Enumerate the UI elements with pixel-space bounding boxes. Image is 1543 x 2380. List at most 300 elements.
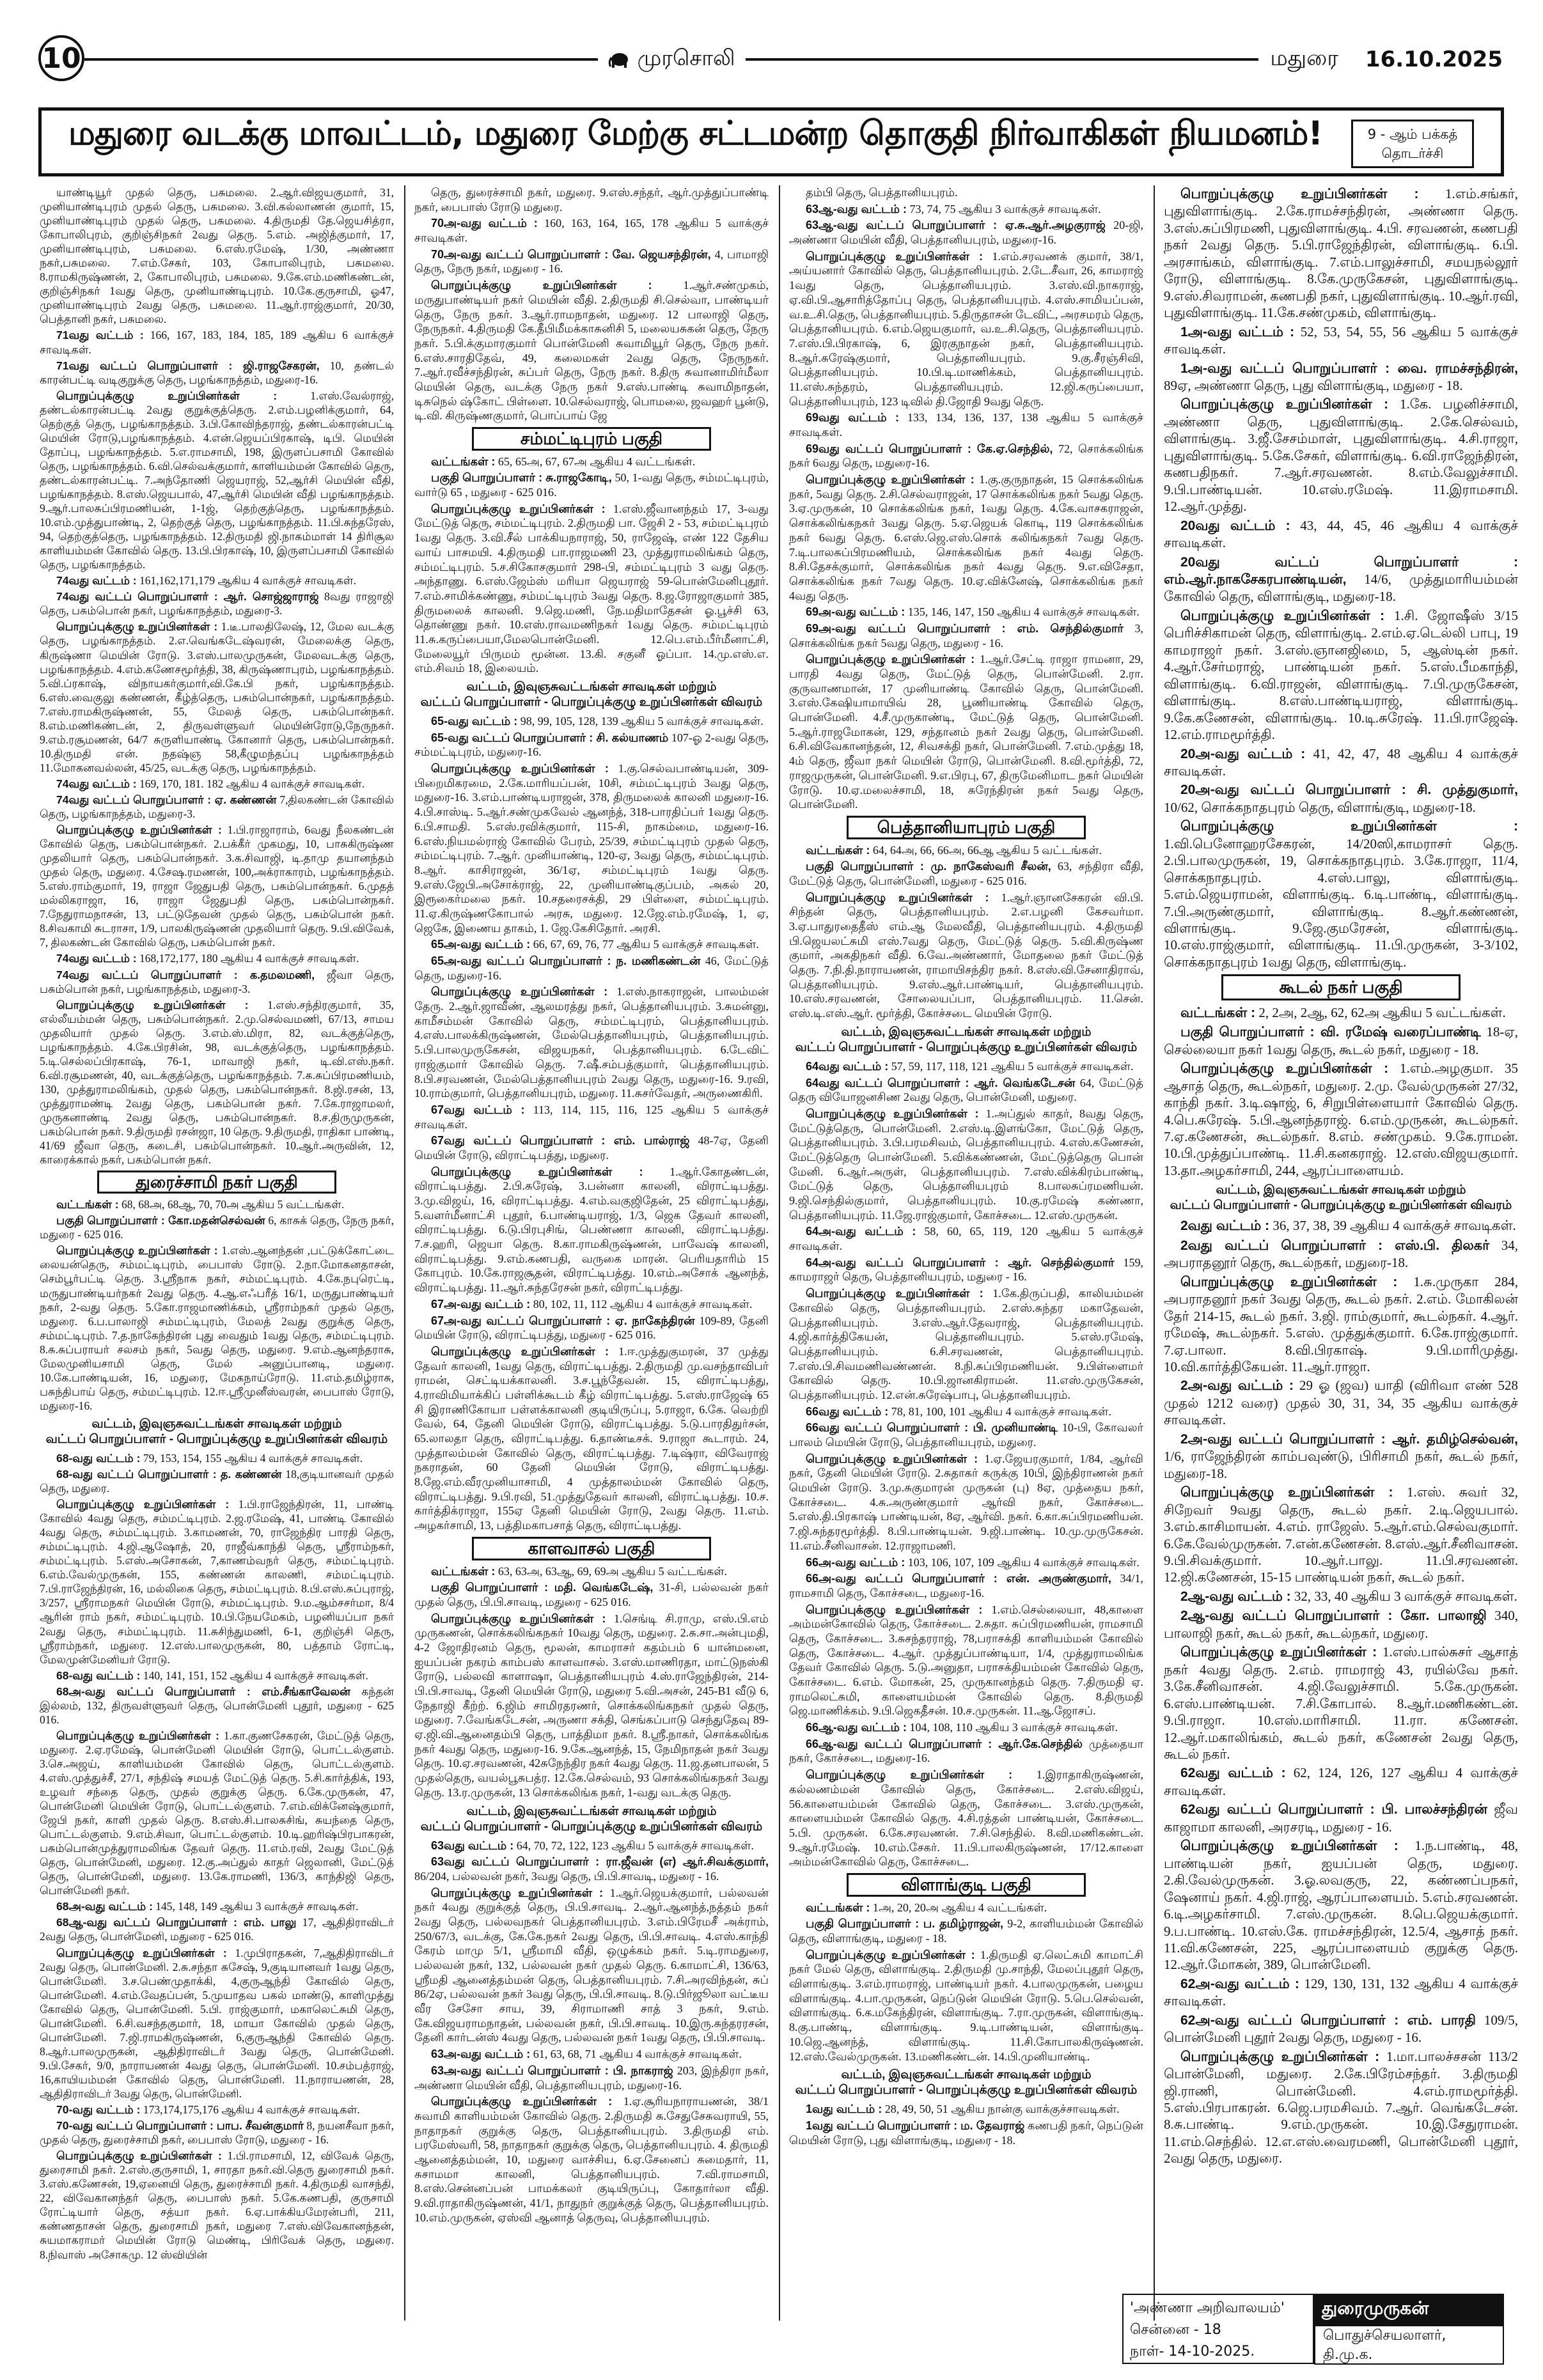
- paragraph-text: 14/6, முத்துமாரியம்மன் கோவில் தெரு, விளாங்குடி, மதுரை-18.: [1164, 571, 1518, 605]
- article-paragraph: [40, 1197, 394, 1211]
- paragraph-text: 48-7ஏ, தேனி மெயின் ரோடு, விராட்டிபத்து, மதுரை.: [414, 1134, 769, 1162]
- notice-line: வட்டப் பொறுப்பாளர் - பொறுப்புக்குழு உறுப்பினர்கள் விவரம்: [795, 1040, 1138, 1054]
- paragraph-text: 1.எம்.சரவணக் குமார், 38/1, அய்யனார் கோவில் தெரு, பெத்தானியபுரம். 2.டே.சீவா, 26, காமராஜ் 1வது தெரு, பெத்தானியபுரம். 3.எஸ்.வி.நாகராஜ், ஏ.வி.பி.ஆசாரித்தோப்பு தெரு, பெத்தானியபுரம். 4.எஸ்.சாமியப்பன், வ.உ.சி.தெரு, பெத்தானியபுரம். 5.திருதாசன் டேவிட், அரசமரம் தெரு, பெத்தானியபுரம். 6.எம்.ஜெயகுமார், வ.உ.சி.தெரு, பெத்தானியபுரம். 7.எஸ்.பி.பிரகாஷ், 6, இரகுநாதன் நகர், பெத்தானியபுரம். 8.ஆர்.சுரேஷ்குமார், பெத்தானியபுரம். 9.கு.சீரஞ்சிவி, பெத்தானியபுரம். 10.பி.டி.மாணிக்கம், பெத்தானியபுரம். 11.எஸ்.சுந்தரம், பெத்தானியபுரம். 12.ஜி.கருப்பையா, பெத்தானியபுரம், 123 டிவில் தி.ஜோதி 9வது தெரு.: [789, 249, 1144, 408]
- paragraph-text: 80, 102, 11, 112 ஆகிய 4 வாக்குச் சாவடிகள்.: [533, 1297, 753, 1311]
- paragraph-lead: 1வது வட்டப் பொறுப்பாளர் : ம. தேவராஜ்: [806, 2119, 1025, 2132]
- article-paragraph: [1164, 517, 1518, 552]
- paragraph-lead: 70-வது வட்டம் :: [56, 2103, 141, 2117]
- paragraph-lead: பகுதி பொறுப்பாளர் : கோ.மதன்செல்வன்: [56, 1214, 265, 1227]
- paragraph-lead: 65-வது வட்டப் பொறுப்பாளர் : சி. கல்யாணம்: [431, 731, 669, 744]
- paragraph-lead: பொறுப்புக்குழு உறுப்பினர்கள் :: [56, 1946, 227, 1959]
- paragraph-text: 64, 64அ, 66, 66அ, 66ஆ ஆகிய 5 வட்டங்கள்.: [872, 843, 1102, 857]
- article-paragraph: [789, 442, 1143, 471]
- edition-city: மதுரை: [1270, 45, 1338, 71]
- article-paragraph: [40, 1915, 394, 1943]
- article-paragraph: [40, 1668, 394, 1683]
- article-paragraph: [789, 1420, 1143, 1449]
- article-paragraph: [40, 1684, 394, 1727]
- paragraph-lead: பொறுப்புக்குழு உறுப்பினர்கள் :: [806, 249, 983, 263]
- paragraph-lead: 69அ-வது வட்டப் பொறுப்பாளர் : எம். செந்தில்குமார்: [806, 621, 1124, 635]
- article-paragraph: [40, 2149, 394, 2261]
- paragraph-lead: 68-வது வட்டம் :: [56, 1668, 141, 1682]
- article-paragraph: [789, 1256, 1143, 1284]
- paragraph-text: 58, 60, 65, 119, 120 ஆகிய 5 வாக்குச் சாவடிகள்.: [789, 1225, 1144, 1253]
- paragraph-lead: 68அ-வது வட்டம் :: [56, 1900, 153, 1913]
- article-paragraph: [40, 968, 394, 996]
- paragraph-text: 1.பி.ராமசாமி, 12, விவேக் தெரு, துரைசாமி நகர். 2.எஸ்.குருசாமி, 1, சாரதா நகர்.வி.தெரு துரைசாமி நகர். 3.எஸ்.கணேசன், 19,ஏனையி தெரு, துரைச்சாமி நகர். 4.திருமதி வாசந்தி, 22, விவேகானந்தர் தெரு, பைபாஸ் நகர். 5.கே.கணபதி, குருசாமி ரோட்டியார் தெரு, சத்யா நகர். 6.ஏ.பாக்கியமேரன்பரி, 211, கண்ணதாசன் தெரு, துரைசாமி நகர், மதுரை 7.எஸ்.விவேகானந்தன், சுயமாகராமர் மெயின் ரோடு மெண்டி, பிரிவேக் தெரு, மதுரை. 8.நிவாஸ் அசோகமு. 12 ஸ்வியின்: [40, 2149, 394, 2261]
- article-paragraph: [40, 389, 394, 572]
- paragraph-lead: பொறுப்புக்குழு உறுப்பினர்கள் :: [806, 1107, 979, 1120]
- paragraph-lead: பகுதி பொறுப்பாளர் : ப. தமிழ்ராஜன்,: [806, 1917, 1004, 1931]
- paragraph-text: 68, 68அ, 68ஆ, 70, 70அ ஆகிய 5 வட்டங்கள்.: [121, 1198, 345, 1211]
- paragraph-text: 1.ஏ.சூரியநாராயணன், 38/1 சுவாமி காளியம்மன் கோவில் தெரு. 2.திருமதி சு.சேதுசேசுவராயி, 55, நாதாநகர் குறுக்கு தெரு, பெத்தானியபுரம். 3.திருமதி எம். பரமேஸ்வரி, 58, நாதாநகர் குறுக்கு தெரு, பெத்தானியபுரம். 4. திருமதி ஆனைத்தம்மன், 10, மதுரை வாச்சிய, 6.ஏ.சேனைப் சுமைதார், 11, சுசாமமா காலனி, பெத்தானியபுரம். 7.வி.ராமசாமி, 8.எஸ்.சென்னப்பன் பாமக்கலர் குடியிருப்பு, கோதார்லா வீதி. 9.வி.ராதாகிருஷ்ணன், 41/1, நாதுநர் குறுக்குத் தெரு, பெத்தானியபுரம். 10.எம்.முருகன், ஏஸ்வி ஆனாத் தெருவு, பெத்தானியபுரம்.: [414, 2095, 769, 2224]
- paragraph-text: 1/6, ராஜேந்திரன் காம்பவுண்டு, பிரிசாமி நகர், கூடல் நகர், மதுரை-18.: [1164, 1449, 1518, 1481]
- article-paragraph: [414, 216, 769, 245]
- paragraph-text: 1.கா.குணசேகரன், மேட்டுத் தெரு, மதுரை. 2.ஏ.ரமேஷ், பொன்மேனி மெயின் ரோடு, பொட்டல்குளம். 3.செ.அஜய், காளியம்மன் கோவில் தெரு, பொட்டல்குளம். 4.எஸ்.முத்துச்சீ, 27/1, சந்திஷ் சமயத் மேட்டுத் தெரு. 5.சி.கார்த்திக், 193, உழவர் சந்தை தெரு, முதல் குறுக்கு தெரு. 6.கே.முருகன், 47, பொன்மேனி மெயின் ரோடு, பொட்டல்குளம். 7.எம்.விக்னேஷ்குமார், ஜேபி நகர், காளி முதல் தெரு. 8.எஸ்.சி.பாலசுசிங், சுயந்தை தெரு, பொட்டல்குளம். 9.எம்.சிவா, பொட்டல்குளம். 10.டி.ஹரிஷ்பிரபாகரன், பசும்பொன்முத்துராமலிங்க தேவர் தெரு. 11.எம்.ரவி, 2வது மேட்டுத் தெரு, பொன்மேனி, மதுரை. 12.கு.அப்துல் காதர் ஜெலானி, மேட்டுத் தெரு, பொன்மேனி, மதுரை. 13.கே.ராமணி, 136/3, காந்திஜி தெரு, பொன்மேனி நகர்.: [40, 1729, 394, 1897]
- paragraph-text: 1.ந.பாண்டி, 48, பாண்டியன் நகர், ஐயப்பன் தெரு, மதுரை. 2.கி.வேல்முருகன். 3.ஓ.லவகுரு, 22, கண்ணப்பநகர், ஷேனாய் நகர். 4.ஜி.ராஜ், ஆரப்பாளையம். 5.எம்.சரவணன். 6.டி.அழகர்சாமி. 7.எஸ்.முருகன். 8.பெ.ஜெயக்குமார். 9.ப.பாண்டி. 10.எஸ்.கே. ராமச்சந்திரன், 12.5/4, ஆசாத் நகர். 11.வி.கணேசன், 225, ஆரப்பாளையம் குறுக்கு தெரு. 12.ஆர்.மோகன், 389, பொன்மேனி.: [1164, 1838, 1518, 1973]
- paragraph-text: 86/204, பல்லவன் நகர், 3வது தெரு, பி.பி.சாவடி, மதுரை - 16.: [414, 1869, 719, 1883]
- paragraph-lead: வட்டங்கள் :: [806, 843, 870, 857]
- masthead-rule-right: [746, 58, 1259, 61]
- paragraph-text: 57, 59, 117, 118, 121 ஆகிய 5 வாக்குச் சாவடிகள்.: [891, 1059, 1134, 1073]
- paragraph-text: 161,162,171,179 ஆகிய 4 வாக்குச் சாவடிகள்.: [139, 574, 356, 587]
- paragraph-text: 145, 148, 149 ஆகிய 3 வாக்குச் சாவடிகள்.: [155, 1900, 359, 1913]
- article-paragraph: [1164, 396, 1518, 515]
- paragraph-lead: 69வது வட்டம் :: [806, 411, 899, 424]
- paragraph-lead: 20அ-வது வட்டம் :: [1180, 746, 1306, 761]
- section-notice: [789, 1025, 1143, 1055]
- paragraph-text: 18-ஏ, செல்லையா நகர் 1வது தெரு, கூடல் நகர், மதுரை - 18.: [1164, 1024, 1519, 1057]
- paragraph-lead: 2ஆ-வது வட்டப் பொறுப்பாளர் : கோ. பாலாஜி: [1180, 1608, 1487, 1624]
- continuation-label: [1351, 120, 1474, 168]
- section-heading: காளவாசல் பகுதி: [472, 1537, 711, 1560]
- paragraph-text: 169, 170, 181. 182 ஆகிய 4 வாக்குச் சாவடிகள்.: [139, 777, 365, 790]
- paragraph-lead: 68-வது வட்டப் பொறுப்பாளர் : த. கண்ணன்: [56, 1467, 282, 1481]
- paragraph-lead: 63வது வட்டப் பொறுப்பாளர் : ரா.ஜீவன் (எ) ஆர்.சிவக்குமார்,: [431, 1855, 769, 1869]
- article-paragraph: [789, 1948, 1143, 2064]
- headline: மதுரை வடக்கு மாவட்டம், மதுரை மேற்கு சட்டமன்ற தொகுதி நிர்வாகிகள் நியமனம்!: [68, 114, 1323, 153]
- section-heading: சம்மட்டிபுரம் பகுதி: [472, 427, 711, 451]
- article-paragraph: [789, 472, 1143, 603]
- article-paragraph: [1164, 2012, 1518, 2046]
- paragraph-lead: பொறுப்புக்குழு உறுப்பினர்கள் :: [1180, 187, 1419, 201]
- article-column-1: [40, 185, 394, 2264]
- article-paragraph: [789, 1286, 1143, 1403]
- paragraph-lead: 67அ-வது வட்டப் பொறுப்பாளர் : ஏ. நாகேந்திரன்: [431, 1314, 695, 1327]
- paragraph-text: முத்தையா நகர், கோச்சடை, மதுரை-16.: [789, 1737, 1143, 1765]
- paragraph-text: 18,குடியானவர் முதல் தெரு, மதுரை.: [40, 1467, 394, 1495]
- article-paragraph: [414, 1564, 769, 1579]
- paragraph-lead: பொறுப்புக்குழு உறுப்பினர்கள் :: [1180, 1645, 1377, 1660]
- paragraph-lead: 70-வது வட்டப் பொறுப்பாளர் : பாப. சீவன்குமார்: [56, 2119, 304, 2133]
- article-paragraph: [414, 2094, 769, 2225]
- notice-line: வட்டம், இவுஞசுவட்டங்கள் சாவடிகள் மற்றும்: [466, 1804, 717, 1818]
- article-paragraph: [1164, 1975, 1518, 2010]
- paragraph-text: 73, 74, 75 ஆகிய 3 வாக்குச் சாவடிகள்.: [909, 202, 1101, 215]
- article-paragraph: [40, 573, 394, 587]
- article-paragraph: [40, 1213, 394, 1241]
- notice-line: வட்டப் பொறுப்பாளர் - பொறுப்புக்குழு உறுப்பினர்கள் விவரம்: [420, 1819, 763, 1833]
- paragraph-text: 34/1, ராமசாமி தெரு, கோச்சடை, மதுரை-16.: [789, 1572, 1143, 1599]
- paragraph-lead: 62அ-வது வட்டம் :: [1180, 1976, 1299, 1991]
- paragraph-text: 1.கே.திருப்பதி, காலியம்மன் கோவில் தெரு, பெத்தானியபுரம். 2.எஸ்.சுந்தர மகாதேவன், பெத்தானியபுரம். 3.எஸ்.ஆர்.தேவராஜ், பெத்தானியபுரம். 4.ஜி.கார்த்திகேயன், பெத்தானியபுரம். 5.எஸ்.ரமேஷ், பெத்தானியபுரம். 6.சி.சரவணன், பெத்தானியபுரம். 7.எஸ்.பி.சிவமணிவண்ணன். 8.நி.சுப்பிரமணியன். 9.பிள்ளைமர் கோவில் தெரு. 10.பி.ஜானகிராமன். 11.எஸ்.முருகேசன், பெத்தானியபுரம். 12.என்.சுரேஷ்பாபு, பெத்தானியபுரம்.: [789, 1287, 1144, 1401]
- notice-line: வட்டம், இவுஞசுவட்டங்கள் சாவடிகள் மற்றும்: [841, 1025, 1092, 1039]
- signatory-party: தி.மு.க.: [1323, 2347, 1373, 2363]
- paragraph-text: 168,172,177, 180 ஆகிய 4 வாக்குச் சாவடிகள்.: [139, 952, 359, 965]
- signature-footer: [1122, 2294, 1504, 2364]
- paragraph-lead: 65அ-வது வட்டப் பொறுப்பாளர் : ந. மணிகண்டன்: [431, 954, 701, 967]
- article-paragraph: [789, 1768, 1143, 1869]
- footer-label: 'அண்ணா அறிவாலயம்': [1130, 2300, 1285, 2316]
- paragraph-text: 160, 163, 164, 165, 178 ஆகிய 5 வாக்குச் சாவடிகள்.: [414, 217, 769, 245]
- article-paragraph: [789, 218, 1143, 247]
- article-paragraph: [789, 1404, 1143, 1419]
- paragraph-text: 10-பி, கோவலர் பாலம் மெயின் ரோடு, பெத்தானியபுரம், மதுரை.: [789, 1421, 1143, 1449]
- paragraph-text: 65, 65அ, 67, 67அ ஆகிய 4 வட்டங்கள்.: [497, 455, 696, 468]
- paragraph-text: 8, நயனசீவா நகர், முதல் தெரு, துரைச்சாமி நகர், பைபாஸ் ரோடு, மதுரை - 16.: [40, 2119, 394, 2147]
- article-paragraph: [1164, 1377, 1518, 1428]
- paragraph-text: 1.சி. ஜோஷீஸ் 3/15 பெரிச்சிகாமன் தெரு, விளாங்குடி. 2.எம்.ஏ.டெல்லி பாபு, 19 காமராஜர் நகர். 3.எஸ்.ஞானஜிமை, 5, ஆஸ்டின் நகர். 4.ஆர்.சேர்மராஜ், பாண்டியன் நகர். 5.எஸ்.பீமகாந்தி, விளாங்குடி. 6.வி.ராஜன், விளாங்குடி. 7.பி.முருகேசன், விளாங்குடி. 8.எஸ்.பாண்டியராஜ், விளாங்குடி. 9.கே.கணேசன், விளாங்குடி. 10.டி.சுரேஷ். 11.பி.ராஜேஷ். 12.எம்.ராமமூர்த்தி.: [1164, 607, 1518, 743]
- paragraph-lead: 74வது வட்டப் பொறுப்பாளர் : ஆர். சொஜ்ஜாராஜ்: [56, 590, 319, 603]
- paragraph-lead: பொறுப்புக்குழு உறுப்பினர்கள் :: [806, 1603, 983, 1616]
- paragraph-lead: 66அ-வது வட்டப் பொறுப்பாளர் : என். அருண்குமார்,: [806, 1572, 1111, 1585]
- paragraph-lead: 69வது வட்டப் பொறுப்பாளர் : கே.ஏ.செந்தில்,: [806, 442, 1053, 455]
- article-paragraph: [1164, 1801, 1518, 1835]
- paragraph-lead: 69அ-வது வட்டம் :: [806, 605, 905, 619]
- paragraph-lead: 2வது வட்டம் :: [1180, 1218, 1270, 1234]
- article-paragraph: [1164, 185, 1518, 322]
- paragraph-lead: 66ஆ-வது வட்டம் :: [806, 1721, 907, 1734]
- article-paragraph: [1164, 818, 1518, 970]
- article-paragraph: [414, 247, 769, 276]
- paragraph-text: 103, 106, 107, 109 ஆகிய 4 வாக்குச் சாவடிகள்.: [907, 1555, 1140, 1569]
- article-paragraph: [40, 1899, 394, 1913]
- paragraph-lead: பொறுப்புக்குழு உறுப்பினர்கள் :: [431, 502, 606, 515]
- paragraph-text: 64, 70, 72, 122, 123 ஆகிய 5 வாக்குச் சாவடிகள்.: [516, 1839, 754, 1852]
- article-paragraph: [40, 1243, 394, 1413]
- paragraph-text: 10, தண்டல் காரன்பட்டி வடிகுறுக்கு தெரு, பழங்காநத்தம், மதுரை-16.: [40, 359, 394, 386]
- article-paragraph: [414, 1103, 769, 1132]
- paragraph-text: 173,174,175,176 ஆகிய 4 வாக்குச் சாவடிகள்.: [143, 2103, 360, 2117]
- notice-line: வட்டம், இவுஞசுவட்டங்கள் சாவடிகள் மற்றும்: [91, 1417, 342, 1431]
- paragraph-text: 1.சு.முருகா 284, அபராதனூர் நகர் 3வது தெரு, கூடல் நகர். 2.எம். மோகிலன் தேர் 214-15, கூடல் நகர். 3.ஜி. ராம்குமார், கூடல்நகர். 4.ஆர். ரமேஷ், கூடல்நகர். 5.எஸ். முத்துக்குமார். 6.கே.ராஜ்குமார். 7.ஏ.பாலா. 8.வி.பிரகாஷ். 9.பி.மாரிமுத்து. 10.வி.கார்த்திகேயன். 11.ஆர்.ராஜா.: [1164, 1273, 1518, 1374]
- section-heading: விளாங்குடி பகுதி: [847, 1873, 1086, 1897]
- article-paragraph: [789, 1603, 1143, 1719]
- article-paragraph: [789, 202, 1143, 217]
- paragraph-lead: பொறுப்புக்குழு உறுப்பினர்கள் :: [431, 1165, 643, 1178]
- paragraph-lead: 64வது வட்டம் :: [806, 1059, 889, 1073]
- paragraph-lead: பொறுப்புக்குழு உறுப்பினர்கள் :: [806, 891, 989, 904]
- section-heading: பெத்தானியாபுரம் பகுதி: [847, 816, 1086, 839]
- article-paragraph: [40, 328, 394, 356]
- paragraph-lead: 67வது வட்டம் :: [431, 1103, 525, 1116]
- paragraph-text: 1.முபிராதகன், 7,ஆதிதிராவிடர் 2வது தெரு, பொன்மேனி. 2.சு.சந்தா சுசேஷ், 9,குடியானவர் 1வது தெரு, பொன்மேனி. 3.ச.பெண்முதாக்கி, 4,குருஆந்தி கோவில் தெரு, பொன்மேனி. 4.எம்.வேதப்பன், 5.முயாதவ பகல் மாண்டு, காளிமுத்து கோவில் தெரு, பொன்மேனி. 5.பி. ராஜ்குமார், மகாலெட்சுமி தெரு, பொன்மேனி. 6.சி.வசந்தகுமார், 18, மாயா கோவில் முதல் தெரு, பொன்மேனி. 7.ஜி.ராமகிருஷ்ணன், 6,குருஆந்தி கோவில் தெரு. 8.ஆர்.பாலமுருகன், ஆதிதிராவிடர் 3வது தெரு, பொன்மேனி. 9.பி.சேகர், 9/0, நாராயணன் 4வது தெரு, பொன்மேனி. 10.சம்பத்ராஜ், 16,காயியம்மன் கோவில் தெரு, பொன்மேனி. 11.நாராயணன், 28, ஆதிதிராவிடர் 3வது தெரு, பொன்மேனி.: [40, 1946, 394, 2100]
- paragraph-lead: 63அ-வது வட்டம் :: [431, 2048, 531, 2061]
- paragraph-lead: 68அ-வது வட்டப் பொறுப்பாளர் : எம்.சீங்காவேலன்: [56, 1684, 351, 1698]
- article-paragraph: [1164, 1431, 1518, 1482]
- paragraph-text: யாண்டியூர் முதல் தெரு, பசுமலை. 2.ஆர்.விஜயகுமார், 31, முனியாண்டிபுரம் முதல் தெரு, பசுமலை. 3.வி.கல்லாணன் குமார், 15, முனியாண்டிபுரம் முதல் தெரு, பசுமலை. 4.திருமதி தே.ஜெயசித்ரா, கோபாலிபுரம், குறிஞ்சிநகர் 2வது தெரு. 5.எம். அஜித்குமார், 17, முனியாண்டிபுரம், பசுமலை. 6.எஸ்.ரமேஷ், 1/30, அண்ணா நகர்,பசுமலை. 7.எம்.சேகர், 103, கோபாலிபுரம், பசுமலை. 8.ராமகிருஷ்ணன், 2, கோபாலிபுரம், பசுமலை. 9.கே.எம்.மணிகண்டன், குறிஞ்சிநகர் 1வது தெரு, முனியாண்டிபுரம். 10.கே.குருசாமி, ஓ47, முனியாண்டிபுரம் 2வது தெரு, பசுமலை. 11.ஆர்.ராஜ்குமார், 20/30, பெத்தானி நகர், பசுமலை.: [40, 186, 394, 326]
- paragraph-text: 1.எஸ்.வேல்ராஜ், தண்டல்காரன்பட்டி 2வது குறுக்குத்தெரு. 2.எம்.பழனிக்குமார், 64, தெற்குத் தெரு, பழங்காநத்தம். 3.பி.கோவிந்தராஜ், தண்டல்காரன்பட்டி மெயின் ரோடு,பழங்காநத்தம். 4.என்.ஜெயப்பிரகாஷ், டிபி. மெயின் தோப்பு, பழங்காநத்தம். 5.எ.ராமசாமி, 198, இருளப்பசாமி கோவில் தெரு, பழங்காநத்தம். 6.வி.செல்வக்குமார், காளியம்மன் கோவில் தெரு, தண்டல்காரன்பட்டி. 7.அந்தோணி ஜெயராஜ், 52,ஆர்சி மெயின் வீதி, பழங்காநத்தம். 8.எஸ்.ஜெயபால், 47,ஆர்சி மெயின் வீதி பழங்காநத்தம். 9.ஆர்.பாலசுப்பிரமணியன், 1-1ஜ், தெற்குத்தெரு, பழங்காநத்தம். 10.எம்.முத்துபாண்டி, 2, தெற்குத் தெரு, பழங்காநத்தம். 11.பி.சுந்தரேஸ், 94, தெற்குத்தெரு, பழங்காநத்தம். 12.திருமதி ஜி.நாகம்மாள் 14 திரிசூல காளியம்மன் கோவில் தெரு. 13.பி.பிரகாஷ், 10, இருளப்பசாமி கோவில் தெரு, பழங்காநத்தம்.: [40, 389, 394, 572]
- section-notice: [1164, 1183, 1518, 1213]
- paragraph-lead: 66வது வட்டப் பொறுப்பாளர் : பி. முனியாண்டி: [806, 1421, 1058, 1435]
- paragraph-lead: பொறுப்புக்குழு உறுப்பினர்கள் :: [1180, 819, 1518, 834]
- paragraph-text: கணபதி நகர், நெப்டுன் மெயின் ரோடு, புது விளாங்குடி, மதுரை - 18.: [789, 2119, 1143, 2147]
- paragraph-text: 1.அப்துல் காதர், 8வது தெரு, மேட்டுத்தெரு, பொன்மேனி. 2.எஸ்.டி.இளங்கோ, மேட்டுத் தெரு, பெத்தானியபுரம். 3.பி.பரமசிவம், பெத்தானியபுரம். 4.எஸ்.கணேசன், மேட்டுத்தெரு பொன்மேனி. 5.விக்கண்ணன், மேட்டுத்தெரு பொன் மேனி. 6.ஆர்.அருள், பெத்தானியபுரம். 7.எஸ்.விக்கிரம்பாண்டி, மேட்டுத் தெரு, பெத்தானியபுரம் 8.பாலசுப்ரமணியன். 9.ஜி.செந்தில்குமார், பெத்தானியபுரம். 10.கு.ரமேஷ் கண்ணா, பெத்தானியபுரம். 11.ஜே.ராஜ்குமார், கோச்சடை. 12.எஸ்.முருகன்.: [789, 1107, 1143, 1222]
- notice-line: வட்டப் பொறுப்பாளர் - பொறுப்புக்குழு உறுப்பினர்கள் விவரம்: [795, 2083, 1138, 2097]
- paragraph-text: 107-ஓ 2-வது தெரு, சம்மட்டிபுரம், மதுரை-16.: [414, 731, 769, 759]
- paragraph-lead: 67வது வட்டப் பொறுப்பாளர் : எம். பால்ராஜ்: [431, 1134, 690, 1147]
- paragraph-text: 63, சந்திரா வீதி, மேட்டுத் தெரு, பொன்மேனி, மதுரை - 625 016.: [789, 860, 1144, 887]
- article-paragraph: [789, 1076, 1143, 1105]
- paragraph-lead: பொறுப்புக்குழு உறுப்பினர்கள் :: [806, 473, 975, 486]
- article-paragraph: [414, 954, 769, 983]
- paragraph-text: 1.எஸ்.ஆனந்தன் ,பட்டுக்கோட்டை லையன்தெரு, சம்மட்டிபுரம், பைபாஸ் ரோடு. 2.நா.மோகனதாசன், செம்பூர்பட்டி தெரு. 3.ஸ்ரீநாக நகர், சம்மட்டிபுரம். 4.கே.நபுரெட்டி, மருதுபாண்டியர்நகர் 2வது தெரு. 4.ஆ.எஃபரீத் 16/1, மருதுபாண்டியர் நகர், 2-வது தெரு. 5.கோ.ராஜமாணிக்கம், ஸ்ரீராம்நகர் முதல் தெரு, மதுரை. 6.ப.பாலாஜி சம்மட்டிபுரம், மேலத் 2வது குறுக்கு தெரு, சம்மட்டிபுரம். 7.த.நாகேந்திரன் புது வைதும் 1வது தெரு, சம்மட்டிபுரம். 8.சு.சுப்பராயர் சலசம் நகர், 5வது தெரு, மதுரை. 9.எம்.ஆனந்தராசு, மேலமுனியசாமி தெரு, மேல் அனுப்பானடி, மதுரை. 10.கே.பாண்டியன், 16, மதுரை, மேகநாய்ரோடு. 11.எம்.தமிழ்ராசு, பசுந்திபாய் தெரு, சம்மட்டிபுரம். 12.ஈ.ஸ்ரீமுனீஸ்வரன், பைபாஸ் ரோடு, மதுரை-16.: [40, 1244, 394, 1412]
- article-paragraph: [414, 761, 769, 935]
- paragraph-text: 1.மா.பாலச்சசன் 113/2 பொன்மேனி, மதுரை. 2.கே.பிரேம்சந்தர். 3.திருமதி ஜி.ராணி, பொன்மேனி. 4.எம்.ராமமூர்த்தி. 5.எஸ்.பிரபாகரன். 6.ஜெ.பரமசிவம். 7.ஆர். வெங்கடேசன். 8.சு.பாண்டி. 9.எம்.முருகன். 10.இ.சேதுராமன். 11.எம்.செந்தில். 12.எ.எஸ்.வைரமணி, பொன்மேனி புதூர், 2வது தெரு, மதுரை.: [1164, 2048, 1518, 2166]
- paragraph-lead: 74வது வட்டப் பொறுப்பாளர் : ஏ. கண்ணன்: [56, 793, 277, 806]
- paragraph-text: 1.வி.பெனோஹரசேகரன், 14/20ஸி,காமராசர் தெரு. 2.பி.பாலமுருகன், 19, சொக்கநாதபுரம். 3.கே.ராஜா, 11/4, சொக்கநாதபுரம். 4.எஸ்.பாலு, விளாங்குடி. 5.எம்.ஜெயராமன், விளாங்குடி. 6.டி.பாண்டி, விளாங்குடி. 7.பி.அருண்குமார், விளாங்குடி. 8.ஆர்.கண்ணன், விளாங்குடி. 9.ஜே.குமரேசன், விளாங்குடி. 10.எஸ்.ராஜ்குமார், விளாங்குடி. 11.பி.முருகன், 3-3/102, சொக்கநாதபுரம் 1வது தெரு, விளாங்குடி.: [1164, 836, 1518, 970]
- article-paragraph: [1164, 360, 1518, 394]
- paragraph-lead: 64அ-வது வட்டப் பொறுப்பாளர் : ஆர். செந்தில்குமார்: [806, 1256, 1115, 1269]
- continuation-line-1: 9 - ஆம் பக்கத்: [1367, 127, 1458, 142]
- paragraph-text: 1.கு.செல்வபாண்டியன், 309-பிறைமிகரமை, 2.கே.மாரியப்பன், 10சி, சம்மட்டிபுரம் 3வது தெரு, மதுரை-16. 3.எம்.பாண்டியராஜன், 378, திருமலைக் காலனி மதுரை-16. 4.பி.சாஸ்டி. 5.ஆர்.சண்முகவேல் ஆனந்த், 318-பாரதிப்பர் 1வது தெரு. 6.பி.சாமதி. 5.எஸ்.ரவிக்குமார், 115-சி, நாகம்மை, மதுரை-16. 6.எஸ்.நியமல்ராஜ் கோவில் பேரம், 25/39, சம்மட்டிபுரம் முதல் தெரு, சம்மட்டிபுரம். 7.ஆர். முனியாண்டி, 120-ஏ, 3வது தெரு, சம்மட்டிபுரம். 8.ஆர். காசிராஜன், 36/1ஏ, சம்மட்டிபுரம் 1வது தெரு. 9.எஸ்.ஜேபி.அசோக்ராஜ், 22, முனியாண்டிகுப்பம், அகல் 20, இரூகைர்மலை நகர். 10.சதரைசக்தி, 29 பிள்ளை, சம்மட்டிபுரம். 11.ஏ.கிருஷ்ணகோபால் அரசு, மதுரை. 12.ஜே.எம்.ரமேஷ், 1, ஏ, ஜெகே, இணைய தாகம், 1. ஜே.கேசிதோர். அரசி.: [414, 762, 769, 935]
- paragraph-text: ஜீவ காஜாமா காலனி, அரசரடி, மதுரை - 16.: [1164, 1801, 1519, 1835]
- paragraph-text: 4, பாமாஜி தெரு, நேரு நகர், மதுரை - 16.: [414, 247, 769, 276]
- article-paragraph: [789, 859, 1143, 888]
- publication-name: [608, 45, 735, 74]
- paragraph-lead: 1வது வட்டம் :: [806, 2103, 882, 2116]
- article-paragraph: [40, 1451, 394, 1465]
- article-paragraph: [414, 2047, 769, 2062]
- paragraph-text: 10/62, சொக்கநாதபுரம் தெரு, விளாங்குடி, மதுரை-18.: [1164, 799, 1476, 815]
- paragraph-text: 28, 49, 50, 51 ஆகிய நான்கு வாக்குச்சாவடிகள்.: [884, 2103, 1120, 2116]
- paragraph-text: 203, இந்திரா நகர், அண்ணா மெயின் வீதி, பெத்தானியபுரம், மதுரை-16.: [414, 2064, 769, 2092]
- paragraph-text: 1.எஸ்.ஜீவானந்தம் 17, 3-வது மேட்டுத் தெரு, சம்மட்டிபுரம். 2.திருமதி பா. ஜேசி 2 - 53, சம்மட்டிபுரம் 1வது தெரு. 3.வி.சீல் பாக்கியநாராஜ், 50, ராஜேஷ், எண் 122 தேசிய வாய் பாசமயி. 4.திருமதி பா.ராஜமணி 23, முத்துராமலிங்கம் தெரு, சம்மட்டிபுரம். 5.ச.சிகோசகுமார் 298-பி, சம்மட்டிபுரம் 3 வது தெரு. அந்தாணு. 6.எஸ்.ஜேம்ஸ் மரியா ஜெயராஜ் 59-பொன்மேனிபுதூர். 7.எம்.சாமிக்கண்ணு, சம்மட்டிபுரம் 3வது தெரு. 8.ஜ.ரோஜாகுமார் 385, திருமலைக் காலனி. 9.ஜெ.மணி, நே.மதிமாதேசன் ஓ.பூச்சி 63, தொண்ணு நகர். 10.எஸ்.ராவமணிநகர் 1வது தெரு. சம்மட்டிபுரம் 11.சு.கருப்பையா,மேலபொன்மேனி. 12.பெ.எம்.பீர்மீனாட்சி, மேலையூர் பிருமம் மூன்ன. 13.கி. சகுனீ ஓப்பா. 14.மு.எஸ்.எ. எம்.சிவம் 18, இலையம்.: [414, 502, 769, 675]
- paragraph-text: 6, காசுக் தெரு, நேரு நகர், மதுரை - 625 016.: [40, 1214, 395, 1241]
- paragraph-text: 109-89, தேனி மெயின் ரோடு, விராட்டிபத்து, மதுரை - 625 016.: [414, 1314, 769, 1342]
- paragraph-lead: 64அ-வது வட்டம் :: [806, 1225, 916, 1238]
- paragraph-text: 1.ஆர்.சேட்டி ராஜா ராமனா, 29, பாரதி 4வது தெரு, மேட்டுத் தெரு, பொன்மேனி. 2.ரா. குருவாணமான், 17 முனியாண்டி கோவில் தெரு, பொன்மேனி. 3.எஸ்.கேஷியாமாயிவ் 28, பூணியாண்டி கோவில் தெரு, பொன்மேனி. 4.சீ.முருகாண்டி, மேட்டுத் தெரு, பொன்மேனி. 5.ஆர்.ராஜமோகன், 129, சந்தானம் நகர் 2வது தெரு, பொன்மேனி. 6.சி.விவேகானந்தன், 12, சிவசக்தி நகர், பொன்மேனி. 7.எம்.முத்து 18, 4ம் தெரு, ஜீவா நகர் மெயின் ரோடு, பொன்மேனி. 8.வி.மூர்த்தி, 72, ராஜமுருகன், பொன்மேனி. 9.எ.பிரபு, 67, திருமேனிமாட நகர் மெயின் ரோடு. 10.ஏ.மலைச்சாமி, 18, சுரேந்திரன் நகர் 5வது தெரு, பொன்மேனி.: [789, 653, 1143, 811]
- notice-line: வட்டம், இவுஞசுவட்டங்கள் சாவடிகள் மற்றும்: [841, 2068, 1092, 2082]
- article-paragraph: [40, 998, 394, 1167]
- paragraph-text: 1.ஆர்.ஞானசேகரன் வி.பி. சிந்தன் தெரு, பெத்தானியபுரம். 2.எ.பழனி கேசவர்மா. 3.ஏ.பாதுரதைதீஸ் எம்.ஆ மேலவீதி, பெத்தானியபுரம். 4.திருமதி பி.ஜெயலட்சுமி எஸ்.7வது தெரு, மேட்டுத் தெரு. 5.வி.கிருஷ்ண குமார், அகதிநகர் வீதி. 6.வே.அண்ணார், மோதலை நகர் மேட்டுத் தெரு. 7.நி.தி.நாராயணன், ராமாயிசந்திர நகர். 8.எஸ்.வி.சேனாதிராவ், பெத்தானியபுரம். 9.எஸ்.ஆர்.பாண்டியர், பெத்தானியபுரம். 10.எஸ்.சரவணன், சோலையப்பா, பெத்தானியபுரம். 11.சென். எஸ்.டி.எஸ்.ஆர். மூர்த்தி, கோச்சடை மெயின் ரோடு.: [789, 891, 1143, 1020]
- column-divider: [779, 185, 780, 2321]
- paragraph-lead: 63வது வட்டம் :: [431, 1839, 514, 1852]
- paragraph-text: 34, அபராதனூர் தெரு, கூடல்நகர், மதுரை-18.: [1164, 1237, 1519, 1271]
- article-paragraph: [1164, 1484, 1518, 1586]
- paragraph-lead: 20அ-வது வட்டப் பொறுப்பாளர் : சி. முத்துகுமார்,: [1180, 782, 1518, 798]
- paragraph-text: 1.டீ.பாலதிலேஷ், 12, மேல வடக்கு தெரு, பழங்காநத்தம். 2.எ.வெங்கடேஷ்வரன், மேலைக்கு தெரு, கிருஷ்ணா மெயின் ரோடு. 3.எஸ்.பாலமுருகன், மேலவடக்கு தெரு, பழங்காநத்தம். 4.எம்.கணேசமூர்த்தி, 38, கிருஷ்ணாபுரம், பழங்காநத்தம். 5.வி.ப்ரகாஷ், விநாயகர்குமார்,வி.கே.பி நகர், பழங்காநத்தம். 6.எஸ்.வைகுலு கண்ணன், கீழ்த்தெரு, பசும்பொன்நகர், பழங்காநத்தம். 7.எஸ்.ராமகிருஷ்ணன், 55, மேலத் தெரு, பசும்பொன்நகர். 8.எம்.மணிகண்டன், 2, திருவள்ளுவர் மெயின்ரோடு,நேருநகர். 9.எம்.ரசூமணன், 64/7 சுருளியாண்டி கோனார் தெரு, பசும்பொன்நகர். 10.திருமதி என். நதஷ்ஞ 58,கீழுமந்தப்பு பழங்காநத்தம் 11.மோகனவல்லன், 45/25, வடக்கு தெரு, பழங்காநத்தம்.: [40, 620, 394, 774]
- article-paragraph: [1164, 1273, 1518, 1376]
- paragraph-lead: 62வது வட்டம் :: [1180, 1766, 1286, 1781]
- paragraph-lead: 63ஆ-வது வட்டம் :: [806, 202, 907, 215]
- paragraph-lead: 62வது வட்டப் பொறுப்பாளர் : பி. பாலச்சந்திரன்: [1180, 1802, 1487, 1817]
- paragraph-lead: 63அ-வது வட்டப் பொறுப்பாளர் : பி. நாகராஜ்: [431, 2064, 673, 2077]
- paragraph-lead: 66வது வட்டம் :: [806, 1404, 889, 1418]
- article-paragraph: [789, 1571, 1143, 1600]
- section-heading: கூடல் நகர் பகுதி: [1221, 974, 1461, 1000]
- paragraph-lead: 74வது வட்டப் பொறுப்பாளர் : க.தமலமணி,: [56, 968, 315, 981]
- article-paragraph: [40, 2103, 394, 2117]
- article-paragraph: [40, 1497, 394, 1667]
- paragraph-lead: பொறுப்புக்குழு உறுப்பினர்கள் :: [56, 1244, 218, 1257]
- article-paragraph: [1164, 1607, 1518, 1642]
- footer-signatory: [1314, 2294, 1504, 2364]
- headline-box: [38, 107, 1504, 176]
- elephant-icon: [608, 50, 631, 69]
- paragraph-text: 1.செங்டி சி.ராமு, எஸ்.பி.எம் முருகணன், சொக்கலிங்கநகர் 10வது தெரு, மதுரை. 2.சு.சா.அன்புமதி, 4-2 ஜோதிரனம் தெரு, மூலன், காமராசர் கதம்பம் 6 யான்மனை, ஐயப்பன் நகரம் காம்பஸ் காளவாசல். 3.எஸ்.மாணிரதா, மாட்டுநஸ்கி ரோடு, பல்லவி காளாஷா, பெத்தானியபுரம் 4.ஸ்.ராஜேந்திரன், 214-பி.பி.சாவடி, தேனி மெயின் ரோடு, மதுரை 5.வி.அசன், 245-B1 வீடு 6, நேதாஜி கீற்ற். 6.ஜிம் சாமிரதரணர், சொக்கலிங்கநகர் முதல் தெரு, மதுரை. 7.வேங்கடேசன், அருணா சக்தி, செங்கப்பாடு செந்துதேவு 89-ஏ.ஜி.வி.ஆனைதம்பி தெரு, பாத்திமா நகர். 8.ஸ்ரீ.நாகர், சொக்கலிங்க நகர் 4வது தெரு, மதுரை-16. 9.கே.ஆனந்த், 15, நேமிநாதன் நகர் 3வது தெரு. 10.ஏ.சரவணன், 42சுநேந்திர நகர் 4வது தெரு. 11.ஜ.தனபாலன், 5 முதல்தெரு, வயல்பூசுபத்ர. 12.கே.செல்வம், 93 சொக்கலிங்கநகர் 3வது தெரு. 13.ர.முருகன், 13 சொக்கலிங்க நகர், 1-வது வடக்கு தெரு.: [414, 1612, 769, 1799]
- article-paragraph: [414, 1344, 769, 1533]
- paragraph-text: 50, 1-வது தெரு, சம்மட்டிபுரம், வார்டு 65 , மதுரை - 625 016.: [414, 471, 769, 499]
- article-paragraph: [789, 1737, 1143, 1766]
- paragraph-lead: 2அ-வது வட்டம் :: [1180, 1378, 1294, 1394]
- paragraph-text: 1.ஆர்.சண்முகம், மருதுபாண்டியர் நகர் மெயின் வீதி. 2.திருமதி சி.செல்வா, பாண்டியர் தெரு, நேரு நகர். 3.ஆர்.ராமநாதன், மதுரை. 12 பாலாஜி தெரு, நேருநகர். 4.திருமதி கே.தீபிமீமக்காசுனிசி 5, மலையசுகன் தெரு, நேரு நகர். 5.பி.க்குமாரகுமார் பொன்மேனி சுவாமியூர் தெரு, நேரு நகர். 6.எஸ்.சாரதிதேவ், 49, கலைமகள் 2வது தெரு, நேருநகர். 7.ஆர்.ரவீச்சந்திரன், சுப்பர் தெரு, நேரு நகர். 8.திரு சுவானாமிர்மீலா மெயின் தெரு, வடக்கு நேரு நகர் 9.எஸ்.பாண்டி சுவாமிநாதன், டிசுநெல் ஷ்கோட் பிள்ளை. 10.செல்வராஜ், பொமலை, ஜவஹர் பூன்டு, டி.வி. கிருஷ்ணகுமார், பொப்பாய் ஜே: [414, 279, 769, 423]
- article-paragraph: [40, 1729, 394, 1898]
- article-paragraph: [789, 1059, 1143, 1074]
- paragraph-lead: பகுதி பொறுப்பாளர் : வி. ரமேஷ் வரைப்பாண்டி: [1180, 1025, 1481, 1040]
- article-paragraph: [414, 714, 769, 729]
- paragraph-lead: பொறுப்புக்குழு உறுப்பினர்கள் :: [431, 1886, 604, 1899]
- article-paragraph: [1164, 323, 1518, 358]
- paragraph-text: 78, 81, 100, 101 ஆகிய 4 வாக்குச் சாவடிகள்.: [891, 1404, 1111, 1418]
- paragraph-text: 63, 63அ, 63ஆ, 69, 69அ ஆகிய 5 வட்டங்கள்.: [497, 1564, 728, 1578]
- paragraph-text: 1.ஆர்.ஜெயக்குமார், பல்லவன் நகர் 4வது குறுக்குத் தெரு, பி.பி.சாவடி. 2.ஆர்.ஆனந்த்,நத்தம் நகர் 2வது தெரு, பல்லவநகர் பெத்தானியபுரம். 3.எம்.பிரேமசீ அக்ராம், 250/67/3, வடக்கு, கே.கே.நகர் 2வது தெரு, பி.பி.சாவடி. 4.எஸ்.காந்தி கேரம் மாமு 5/1, ஸ்ரீமாமி வீதி, ஒழுக்கம் நகர். 5.டி.ராமதுரை, பல்லவன் நகர், 132, பல்லவன் நகர் முதல் தெரு. 6.காமாட்சி, 136/63, ஸ்ரீமதி ஆனைத்தம்மன் தெரு, பெத்தானியபுரம். 7.சி.அரவிந்தன், சுப் 86/2ஏ, பல்லவன் நகர் 3வது தெரு, பி.பி.சாவடி. 8.டு.பிர்ஜூலா வட்டீய வீர சேசோ சாய, 39, சிராமாணி சாத் 3 நகர், 9.எம். கே.விஜயராமநாதன், பல்லவன் நகர், பி.பி.சாவடி. 10.இரு.சுந்தரரசன், தேனி கார்டன்ஸ் 4வது தெரு, பல்லவன் நகர் 1வது தெரு, பி.பி.சாவடி.: [414, 1886, 769, 2044]
- paragraph-text: 66, 67, 69, 76, 77 ஆகிய 5 வாக்குச் சாவடிகள்.: [533, 938, 759, 951]
- article-paragraph: [414, 1886, 769, 2046]
- paragraph-text: 1.எம்.அழகுமா. 35 ஆசாத் தெரு, கூடல்நகர், மதுரை. 2.மு. வேல்முருகன் 27/32, காந்தி நகர். 3.டி.ஷாஜ், 6, சிறுபிள்ளையார் கோவில் தெரு. 4.பெ.சுரேஷ். 5.பி.ஆனந்தராஜ். 6.எம்.முருகன், கூடல்நகர். 7.ஏ.கணேசன், கூடல்நகர். 8.எம். சண்முகம். 9.கே.ராமன். 10.பி.முத்துப்பாண்டி. 11.சி.கனகராஜ். 12.எஸ்.விஜயகுமார். 13.தா.அழகர்சாமி, 244, ஆரப்பாளையம்.: [1164, 1061, 1518, 1178]
- paragraph-lead: பொறுப்புக்குழு உறுப்பினர்கள் :: [431, 762, 609, 775]
- paragraph-lead: 2ஆ-வது வட்டம் :: [1180, 1589, 1291, 1604]
- article-paragraph: [789, 1452, 1143, 1553]
- paragraph-text: 1.கு.குருநாதன், 15 சொக்கலிங்க நகர், 5வது தெரு. 2.சி.செல்வராஜன், 17 சொக்கலிங்க நகர் 5வது தெரு. 3.ஏ.முருகன், 10 சொக்கலிங்க நகர், 1வது தெரு. 4.கே.வாசகராஜன், சொக்கலிங்கநகர் 3வது தெரு. 5.ஏ.ஜெயக் கொடி, 119 சொக்கலிங்க நகர் 6வது தெரு. 6.எஸ்.ஜெ.எஸ்.சொக் கலிங்கநகர் 7வது தெரு. 7.டி.பாலசுப்பிரமணியம், சொக்கலிங்க நகர் 4வது தெரு. 8.சி.தேசக்குமார், சொக்கலிங்க நகர் 4வது தெரு. 9.எ.விசேதா, சொக்கலிங்க நகர் 7வது தெரு. 10.ஏ.விக்னேஷ், சொக்கலிங்க நகர் 4வது தெரு.: [789, 473, 1143, 602]
- paragraph-lead: பொறுப்புக்குழு உறுப்பினர்கள் :: [806, 1948, 975, 1961]
- paragraph-text: 1.எம்.செல்லையா, 48,காளை அம்மன்கோவில் தெரு, கோச்சடை. 2.சுதா. சுப்பிரமணியன், ராமசாமி தெரு, கோச்சடை. 3.சுசந்தரராஜ், 78,பராசக்தி காளியம்மன் கோவில் தெரு, கோச்சடை. 4.ஆர். முத்துப்பாண்டியா, 1/4, முத்துராமலிங்க தேவர் கோவில் தெரு. 5.டு.அனுதா, பராசக்தியம்மன் கோவில் தெரு, கோச்சடை. 6.எம். மோகன், 25, முருகானந்தம் தெரு. 7.திருமதி ஏ. ராமலெட்சுமி, காளையம்மன் கோவில் தெரு. 8.திருமதி ஜெ.மாணிக்கம். 9.பி.ஜெகதீசன். 10.ச.முருகன். 11.ஆ.ஜோசப்.: [789, 1603, 1144, 1718]
- article-paragraph: [414, 1612, 769, 1800]
- article-paragraph: [414, 502, 769, 676]
- paragraph-text: 46, மேட்டுத் தெரு, மதுரை-16.: [414, 954, 769, 982]
- article-paragraph: [40, 793, 394, 821]
- article-paragraph: [789, 605, 1143, 619]
- paragraph-text: 1.பி.ராஜேந்திரன், 11, பாண்டி கோவில் 4வது தெரு, சம்மட்டிபுரம். 2.ஜ.ரமேஷ், 41, பாண்டி கோவில் 4வது தெரு, சம்மட்டிபுரம். 3.காமணன், 70, ராஜேந்திர பாரதி தெரு, சம்மட்டிபுரம். 4.ஜி.ஆஷோத், 20, ராஜீவ்காந்தி தெரு, ஸ்ரீராம்நகர், சம்மட்டிபுரம். 5.எஸ்.அசோகன், 7,காணம்வநர் தெரு, சம்மட்டிபுரம். 6.எம்.வேல்முருகன், 155, கண்ணன் காலணி, சம்மட்டிபுரம். 7.பி.ராஜேந்திரன், 16, மல்லிகை தெரு, சம்மட்டிபுரம். 8.பி.எஸ்.சுப்புராஜ், 3/257, ஸ்ரீராமநகர் மெயின் ரோடு, சம்மட்டிபுரம். 9.ம.ஆம்சசர்மா, 8/4 ஆரின் ராம் நகர், சம்மட்டிபுரம். 10.பி.நேயமேகம், பழனியப்பா நகர் 2வது தெரு, சம்மட்டிபுரம். 11.சுசிந்துமணி, 6-1, குறிஞ்சி தெரு, ஸ்ரீராம்நகர், மதுரை. 12.எஸ்.பாலமுருகன், 80, பத்தாம் ரோட்டி, மேலமுன்மேனியர் ரோடு.: [40, 1498, 394, 1666]
- paragraph-lead: 71வது வட்டப் பொறுப்பாளர் : ஜி.ராஜசேகரன்,: [56, 359, 320, 372]
- signatory-details: [1314, 2325, 1504, 2365]
- paragraph-lead: பகுதி பொறுப்பாளர் : மதி. வெங்கடேஷ்,: [431, 1581, 654, 1594]
- paragraph-lead: பொறுப்புக்குழு உறுப்பினர்கள் :: [1180, 1485, 1393, 1500]
- paragraph-text: 72, சொக்கலிங்க நகர் 6வது தெரு, மதுரை-16.: [789, 442, 1143, 470]
- signatory-role: பொதுச்செயலாளர்,: [1323, 2328, 1446, 2344]
- paragraph-lead: பொறுப்புக்குழு உறுப்பினர்கள் :: [806, 1768, 1013, 1782]
- article-paragraph: [789, 1917, 1143, 1945]
- article-paragraph: [40, 1467, 394, 1495]
- paragraph-text: 32, 33, 40 ஆகிய 3 வாக்குச் சாவடிகள்.: [1294, 1588, 1517, 1604]
- article-paragraph: [1164, 1004, 1518, 1022]
- article-paragraph: [789, 891, 1143, 1021]
- paragraph-text: 1.திருமதி ஏ.லெட்சுமி காமாட்சி நகர் மேல் தெரு, விளாங்குடி. 2.திருமதி மு.சாந்தி, மேலப்புதூர் தெரு, விளாங்குடி. 3.எம்.ராமராஜ், பாண்டியர் நகர். 4.பாலமுருகன், பழைய விளாங்குடி. 4.பா.முருகன், நெப்டுன் மெயின் ரோடு. 5.பெ.செல்வன், விளாங்குடி. 6.க.மகேந்திரன், விளாங்குடி. 7.ரா.முருகன், விளாங்குடி. 8.கு.பாண்டி, விளாங்குடி. 9.டி.பாண்டியன், விளாங்குடி. 10.ஜெ.ஆனந்த், விளாங்குடி. 11.சி.கோபாலகிருஷ்ணன். 12.எஸ்.வேல்முருகன். 13.மணிகண்டன். 14.பி.முனியாண்டி.: [789, 1948, 1144, 2063]
- paragraph-lead: 66அ-வது வட்டம் :: [806, 1555, 905, 1569]
- article-column-3: [789, 185, 1143, 2149]
- article-paragraph: [40, 2119, 394, 2147]
- paragraph-lead: பொறுப்புக்குழு உறுப்பினர்கள் :: [1180, 2049, 1380, 2064]
- paragraph-lead: 74வது வட்டம் :: [56, 574, 137, 587]
- paragraph-lead: வட்டங்கள் :: [806, 1901, 870, 1914]
- paragraph-lead: பொறுப்புக்குழு உறுப்பினர்கள் :: [1180, 1274, 1398, 1289]
- section-notice: [40, 1417, 394, 1447]
- paragraph-lead: 1அ-வது வட்டம் :: [1180, 324, 1295, 339]
- paragraph-text: 89ஏ, அண்ணா தெரு, புது விளாங்குடி, மதுரை - 18.: [1164, 377, 1463, 393]
- paragraph-lead: பொறுப்புக்குழு உறுப்பினர்கள் :: [806, 653, 975, 666]
- paragraph-text: 1.ஏ.ஜேயரகுமார், 1/84, ஆர்வி நகர், தேனி மெயின் ரோடு. 2.சுதாகர் கருக்கு 10பி, இந்திராணன் நகர் மெயின் ரோடு. 3.மு.சுகுமாரன் முருகன் (பு) 8ஏ, முத்தைய நகர், கோச்சடை. 4.சு.அருண்குமார் ஆர்வி நகர், கோச்சடை. 5.எஸ்.தி.பிரகாஷ் பாண்டியன், 8ஏ, ஆர்வி. நகர். 6.கா.சுப்பிரமணியன். 7.ஜி.சுந்தரமூர்த்தி. 8.பி.பாண்டியன். 9.ஜி.பாண்டி. 10.மு.முருகேசன். 11.எம்.சீனிவாசன். 12.ராஜாமணி.: [789, 1452, 1143, 1552]
- masthead: [38, 43, 1503, 75]
- paragraph-lead: 2அ-வது வட்டப் பொறுப்பாளர் : ஆர். தமிழ்செல்வன்,: [1180, 1431, 1518, 1447]
- paragraph-text: 340, பாலாஜி நகர், கூடல் நகர், கூடல்நகர், மதுரை.: [1164, 1608, 1519, 1641]
- paragraph-text: 1.எஸ். சுவர் 32, சிறேவர் 9வது தெரு, கூடல் நகர். 2.டி.ஜெயபால். 3.எம்.காசிமாயன். 4.எம். ராஜேஸ். 5.ஆர்.எம்.செல்வகுமார். 6.கே.வேல்முருகன். 7.என்.கணேசன். 8.எஸ்.ஆர்.சீனிவாசன். 9.பி.சிவக்குமார். 10.ஆர்.பாலு. 11.பி.சரவணன். 12.ஜி.கணேசன், 15-15 பாண்டியன் நகர், கூடல் நகர்.: [1164, 1484, 1519, 1585]
- paragraph-text: 1.எஸ்.பால்சுசர் ஆசாத் நகர் 4வது தெரு. 2.எம். ராமராஜ் 43, ரயில்வே நகர். 3.கே.சீனிவாசன். 4.ஜி.வேலுச்சாமி. 5.கே.முருகன். 6.எஸ்.பாண்டியன். 7.சி.கோபால். 8.ஆர்.மணிகண்டன். 9.பி.ராஜா. 10.எஸ்.மாரிசாமி. 11.ரா. கணேசன். 12.ஆர்.மகாலிங்கம், கூடல் நகர், கணேசன் 2வது தெரு, கூடல் நகர்.: [1164, 1644, 1519, 1762]
- paragraph-text: 1.ஈ.முத்துகுமரன், 37 முத்து தேவர் காலனி, 1வது தெரு, விராட்டிபத்து. 2.திருமதி மு.வசந்தாவிபர் ராமன், செட்டியக்காலனி. 3.ச.பூந்தேவன். 15, விராட்டிபத்து, 4.ராவிமியாக்கிப் பள்ளிக்கூடம் கீழ் விராட்டிபத்து. 5.எஸ்.ராஜேஷ் 65 சி இராணிகோயா பள்ளக்காலனி குடியிருப்பு, 5.ராஜா, 6.கே. வெற்றி வேல், 64, தேனி மெயின் ரோடு, விராட்டிபத்து. 5.டு.பாரதிதுர்சன், 65.லாலதா தெரு, விராட்டிபத்து. 6.தாண்டீசக். 9.ராஜா கூடாரம். 24, முத்தாலம்மன் கோவில் தெரு, விராட்டிபத்து. 7.டிஷ்ரா, விவேராஜ் நகராதன், 60 தேனி மெயின் ரோடு, விராட்டிபத்து. 8.ஜே.எம்.வீரமுனியாசாமி, 4 முத்தாலம்மன் கோவில் தெரு, விராட்டிபத்து. 9.பி.ரவி, 51.முத்துதேவர் காலனி, விராட்டிபத்து. 10.ச. கார்த்திக்ராஜா, 155ஏ தேனி மெயின் ரோடு, 2வது தெரு. 11.எம். அழகர்சாமி, 13, பத்திமகாபசாத் தெரு, விராட்டிபத்து.: [414, 1344, 769, 1532]
- article-paragraph: [414, 2064, 769, 2092]
- notice-line: வட்டம், இவுஞசுவட்டங்கள் சாவடிகள் மற்றும்: [466, 680, 717, 694]
- article-paragraph: [1164, 607, 1518, 743]
- paragraph-lead: 74வது வட்டம் :: [56, 952, 137, 965]
- issue-date: 16.10.2025: [1365, 47, 1503, 72]
- article-paragraph: [1164, 1217, 1518, 1234]
- paragraph-text: 98, 99, 105, 128, 139 ஆகிய 5 வாக்குச் சாவடிகள்.: [520, 715, 764, 727]
- article-columns: [40, 185, 1519, 2359]
- paragraph-lead: 67அ-வது வட்டம் :: [431, 1297, 531, 1311]
- paragraph-lead: பொறுப்புக்குழு உறுப்பினர்கள் :: [431, 1344, 609, 1358]
- footer-date: நாள்- 14-10-2025.: [1130, 2344, 1255, 2360]
- article-paragraph: [414, 731, 769, 759]
- article-paragraph: [789, 652, 1143, 812]
- article-paragraph: [1164, 1588, 1518, 1605]
- paragraph-text: 1.இராதாகிருஷ்ணன், கல்லணம்மன் கோவில் தெரு, கோச்சடை. 2.எஸ்.விஜய், 56.காளையம்மன் கோவில் தெரு, கோச்சடை. 3.எஸ்.முருகன், காளையம்மன் கோவில் தெரு. 4.சி.ரத்தன் பாண்டியன், கோச்சடை. 5.பி. முருகன். 6.கே.சரவணன். 7.சி.செந்தில். 8.வி.மணிகண்டன். 9.ஆர்.ரமேஷ். 10.எம்.சேகர். 11.பி.பாலகிருஷ்ணன், 17/12.காளை அம்மன்கோவில் தெரு, கோச்சடை.: [789, 1768, 1143, 1869]
- paragraph-lead: 2வது வட்டப் பொறுப்பாளர் : எஸ்.பி. திலகர்: [1180, 1238, 1490, 1253]
- paragraph-text: 1.பி.ராஜாராம், 6வது நீலகண்டன் கோவில் தெரு, பசும்பொன்நகர். 2.பக்கீர் முகமது, 10, பாசுகிருஷ்ண முதலியார் தெரு, பசும்பொன்நகர். 3.க.சிவாஜி, டி.தாமு தயானந்தம் முதல் தெரு, மதுரை. 4.சேஷ.ரமணன், 100,அக்ராகாரம், பழங்காநத்தம். 5.எஸ்.ராம்குமார், 19, ராஜா ஜேதுபதி தெரு, பசும்பொன்நகர். 6.முதத் மல்லிகராஜா, 16, ராஜா ஜேதுபதி தெரு, பசும்பொன்நகர். 7.நேதுராமநாசன், 13, பட்டுதேவன் முதல் தெரு, பசும்பொன் நகர். 8.சிவகாமி சுடராசா, 1/9, பாலகிருஷ்ணன் முதலியார் தெரு. 9.பி.விவேக், 7, திலகண்டன் கோவில் தெரு, பசும்பொன் நகர்.: [40, 823, 395, 949]
- article-paragraph: [40, 359, 394, 387]
- paragraph-text: தம்பி தெரு, பெத்தானியபுரம்.: [806, 186, 958, 199]
- paragraph-text: 166, 167, 183, 184, 185, 189 ஆகிய 6 வாக்குச் சாவடிகள்.: [40, 329, 394, 356]
- paragraph-text: 140, 141, 151, 152 ஆகிய 4 வாக்குச் சாவடிகள்.: [143, 1668, 368, 1682]
- notice-line: வட்டப் பொறுப்பாளர் - பொறுப்புக்குழு உறுப்பினர்கள் விவரம்: [420, 696, 763, 709]
- paragraph-lead: 71வது வட்டம் :: [56, 329, 144, 342]
- article-paragraph: [1164, 1060, 1518, 1179]
- paragraph-lead: 70அ-வது வட்டம் :: [431, 217, 538, 230]
- paragraph-text: 43, 44, 45, 46 ஆகிய 4 வாக்குச் சாவடிகள்.: [1164, 517, 1518, 551]
- paragraph-lead: 65அ-வது வட்டம் :: [431, 938, 531, 951]
- paragraph-text: 62, 124, 126, 127 ஆகிய 4 வாக்குச் சாவடிகள்.: [1164, 1765, 1518, 1798]
- paragraph-text: 7,திலகண்டன் கோவில் தெரு, பழங்காநத்தம், மதுரை-3.: [40, 793, 394, 821]
- paragraph-lead: 66ஆ-வது வட்டப் பொறுப்பாளர் : ஆர்.கே.செந்தில்: [806, 1737, 1083, 1750]
- column-divider: [404, 185, 405, 2321]
- article-paragraph: [789, 1224, 1143, 1253]
- paragraph-lead: 68-வது வட்டம் :: [56, 1451, 141, 1465]
- article-paragraph: [789, 410, 1143, 439]
- continuation-line-2: தொடர்ச்சி: [1381, 146, 1444, 161]
- paragraph-text: 1அ, 20, 20அ ஆகிய 4 வட்டங்கள்.: [872, 1901, 1047, 1914]
- paragraph-lead: பொறுப்புக்குழு உறுப்பினர்கள் :: [56, 620, 218, 634]
- paragraph-lead: பொறுப்புக்குழு உறுப்பினர்கள் :: [431, 1612, 606, 1625]
- article-paragraph: [789, 621, 1143, 650]
- paragraph-lead: பொறுப்புக்குழு உறுப்பினர்கள் :: [56, 389, 278, 402]
- article-paragraph: [1164, 1644, 1518, 1762]
- paragraph-text: 79, 153, 154, 155 ஆகிய 4 வாக்குச் சாவடிகள்.: [143, 1451, 363, 1465]
- article-paragraph: [414, 471, 769, 499]
- article-paragraph: [789, 1107, 1143, 1223]
- article-paragraph: [414, 1133, 769, 1162]
- paragraph-text: 31-சி, பல்லவன் நகர் முதல் தெரு, பி.பி.சாவடி, மதுரை - 625 016.: [414, 1581, 769, 1608]
- paragraph-lead: பொறுப்புக்குழு உறுப்பினர்கள் :: [1180, 608, 1385, 623]
- notice-line: வட்டப் பொறுப்பாளர் - பொறுப்புக்குழு உறுப்பினர்கள் விவரம்: [45, 1432, 388, 1446]
- article-paragraph: [1164, 2048, 1518, 2167]
